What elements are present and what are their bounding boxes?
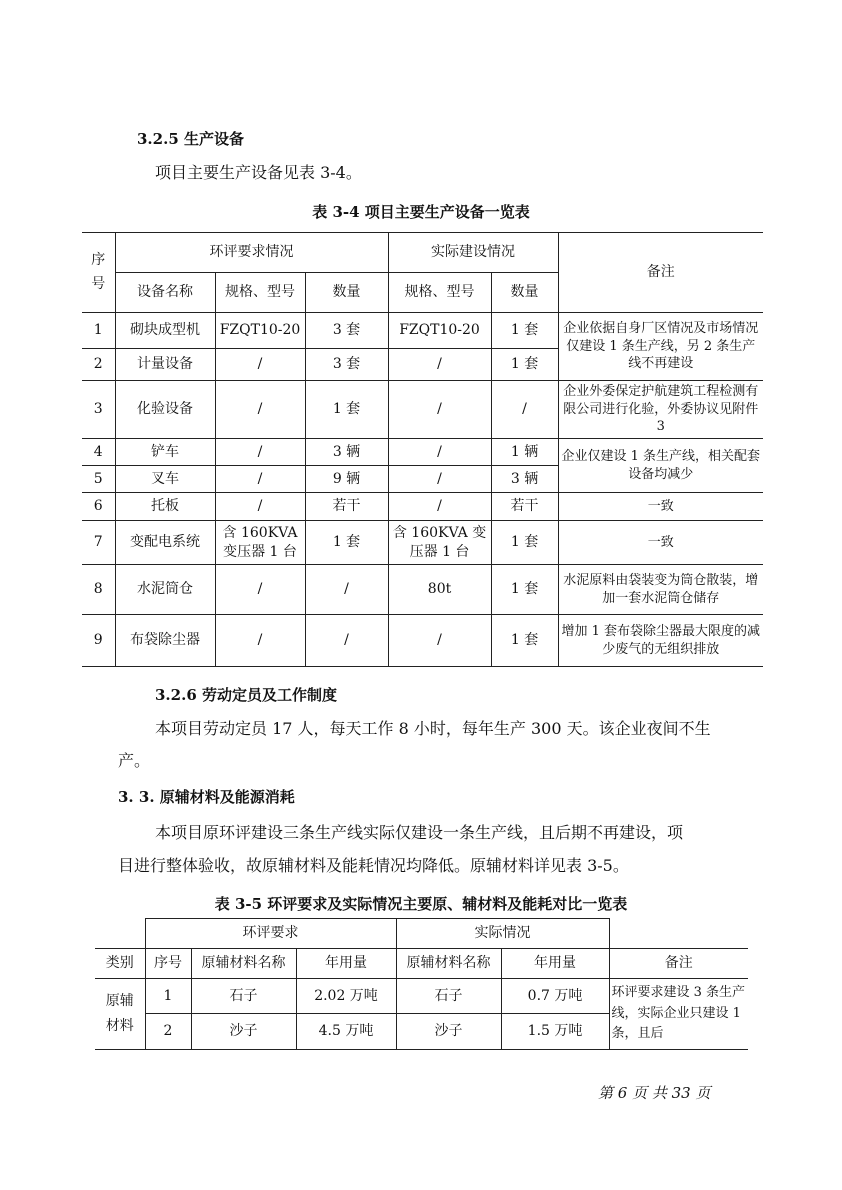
cell-note: 环评要求建设 3 条生产线，实际企业只建设 1 条，且后 (609, 979, 748, 1050)
cell-spec-actual: / (388, 493, 491, 521)
header-spec-env: 规格、型号 (215, 273, 305, 313)
header-note: 备注 (609, 949, 748, 979)
header-usage-env: 年用量 (296, 949, 396, 979)
cell-no: 9 (82, 615, 115, 667)
cell-usage-env: 4.5 万吨 (296, 1014, 396, 1050)
cell-spec-actual: / (388, 466, 491, 493)
cell-no: 2 (82, 349, 115, 381)
table-row (82, 565, 763, 615)
header-actual-construction: 实际建设情况 (388, 233, 558, 273)
cell-no: 8 (82, 565, 115, 615)
cell-qty-env: / (305, 565, 388, 615)
header-blank (609, 919, 748, 949)
header-material-actual: 原辅材料名称 (396, 949, 501, 979)
cell-no: 1 (82, 313, 115, 349)
header-actual: 实际情况 (396, 919, 609, 949)
cell-name: 铲车 (115, 439, 215, 466)
header-qty-actual: 数量 (491, 273, 558, 313)
header-equipment-name: 设备名称 (115, 273, 215, 313)
cell-category: 原辅材料 (95, 979, 145, 1050)
cell-note: 增加 1 套布袋除尘器最大限度的减少废气的无组织排放 (558, 615, 763, 667)
cell-note: 一致 (558, 521, 763, 565)
header-env-requirements: 环评要求 (145, 919, 396, 949)
cell-note: 企业依据自身厂区情况及市场情况仅建设 1 条生产线，另 2 条生产线不再建设 (558, 313, 763, 381)
cell-no: 7 (82, 521, 115, 565)
cell-spec-env: 含 160KVA 变压器 1 台 (215, 521, 305, 565)
section-heading-equipment: 3.2.5 生产设备 (137, 130, 244, 148)
cell-spec-env: / (215, 349, 305, 381)
cell-qty-env: 若干 (305, 493, 388, 521)
table-row (95, 979, 748, 1014)
paragraph-labor-line1: 本项目劳动定员 17 人，每天工作 8 小时，每年生产 300 天。该企业夜间不生 (155, 719, 711, 738)
materials-table (95, 918, 748, 1050)
header-note: 备注 (558, 233, 763, 313)
cell-spec-actual: / (388, 439, 491, 466)
header-env-requirements: 环评要求情况 (115, 233, 388, 273)
cell-no: 4 (82, 439, 115, 466)
cell-qty-actual: 1 套 (491, 313, 558, 349)
cell-note: 水泥原料由袋装变为筒仓散装，增加一套水泥筒仓储存 (558, 565, 763, 615)
cell-spec-env: / (215, 466, 305, 493)
cell-qty-actual: 1 套 (491, 349, 558, 381)
cell-spec-actual: FZQT10-20 (388, 313, 491, 349)
cell-spec-env: / (215, 493, 305, 521)
section-heading-materials: 3. 3. 原辅材料及能源消耗 (118, 788, 295, 806)
cell-qty-actual: 1 套 (491, 565, 558, 615)
cell-spec-env: / (215, 381, 305, 439)
cell-material-actual: 沙子 (396, 1014, 501, 1050)
paragraph-equipment-intro: 项目主要生产设备见表 3-4。 (155, 163, 362, 182)
cell-no: 2 (145, 1014, 191, 1050)
cell-qty-actual: / (491, 381, 558, 439)
page-footer: 第 6 页 共 33 页 (598, 1084, 711, 1102)
table-row (82, 439, 763, 466)
table-row (82, 313, 763, 349)
paragraph-materials-line1: 本项目原环评建设三条生产线实际仅建设一条生产线，且后期不再建设，项 (155, 823, 684, 842)
paragraph-labor-line2: 产。 (118, 751, 151, 770)
table-row (82, 615, 763, 667)
header-seq: 序号 (82, 233, 115, 313)
table-3-5-caption: 表 3-5 环评要求及实际情况主要原、辅材料及能耗对比一览表 (214, 895, 628, 913)
table-row (82, 381, 763, 439)
cell-qty-env: 3 套 (305, 313, 388, 349)
header-category: 类别 (95, 949, 145, 979)
cell-no: 5 (82, 466, 115, 493)
cell-material-env: 沙子 (191, 1014, 296, 1050)
cell-qty-env: 9 辆 (305, 466, 388, 493)
header-blank (95, 919, 145, 949)
cell-name: 水泥筒仓 (115, 565, 215, 615)
table-3-4-caption: 表 3-4 项目主要生产设备一览表 (312, 203, 530, 221)
cell-name: 布袋除尘器 (115, 615, 215, 667)
cell-qty-actual: 1 套 (491, 615, 558, 667)
cell-note: 企业仅建设 1 条生产线，相关配套设备均减少 (558, 439, 763, 493)
cell-spec-env: / (215, 565, 305, 615)
cell-qty-env: 3 辆 (305, 439, 388, 466)
header-spec-actual: 规格、型号 (388, 273, 491, 313)
header-usage-actual: 年用量 (501, 949, 609, 979)
cell-qty-actual: 若干 (491, 493, 558, 521)
cell-qty-env: / (305, 615, 388, 667)
header-material-env: 原辅材料名称 (191, 949, 296, 979)
cell-usage-actual: 1.5 万吨 (501, 1014, 609, 1050)
cell-spec-env: FZQT10-20 (215, 313, 305, 349)
cell-no: 1 (145, 979, 191, 1014)
header-no: 序号 (145, 949, 191, 979)
header-qty-env: 数量 (305, 273, 388, 313)
cell-qty-env: 1 套 (305, 381, 388, 439)
cell-material-actual: 石子 (396, 979, 501, 1014)
cell-name: 砌块成型机 (115, 313, 215, 349)
equipment-table (82, 232, 763, 667)
cell-spec-actual: / (388, 381, 491, 439)
cell-spec-actual: / (388, 349, 491, 381)
cell-no: 3 (82, 381, 115, 439)
cell-name: 托板 (115, 493, 215, 521)
table-row (82, 493, 763, 521)
cell-spec-actual: 80t (388, 565, 491, 615)
cell-spec-env: / (215, 615, 305, 667)
cell-name: 化验设备 (115, 381, 215, 439)
cell-note: 企业外委保定护航建筑工程检测有限公司进行化验，外委协议见附件3 (558, 381, 763, 439)
cell-spec-env: / (215, 439, 305, 466)
cell-qty-actual: 1 套 (491, 521, 558, 565)
cell-qty-actual: 3 辆 (491, 466, 558, 493)
cell-qty-actual: 1 辆 (491, 439, 558, 466)
cell-note: 一致 (558, 493, 763, 521)
paragraph-materials-line2: 目进行整体验收，故原辅材料及能耗情况均降低。原辅材料详见表 3-5。 (118, 856, 629, 875)
cell-usage-actual: 0.7 万吨 (501, 979, 609, 1014)
cell-qty-env: 1 套 (305, 521, 388, 565)
cell-name: 计量设备 (115, 349, 215, 381)
section-heading-labor: 3.2.6 劳动定员及工作制度 (155, 686, 337, 704)
table-row (82, 521, 763, 565)
cell-no: 6 (82, 493, 115, 521)
cell-material-env: 石子 (191, 979, 296, 1014)
cell-usage-env: 2.02 万吨 (296, 979, 396, 1014)
cell-spec-actual: / (388, 615, 491, 667)
cell-name: 变配电系统 (115, 521, 215, 565)
cell-spec-actual: 含 160KVA 变压器 1 台 (388, 521, 491, 565)
cell-name: 叉车 (115, 466, 215, 493)
cell-qty-env: 3 套 (305, 349, 388, 381)
